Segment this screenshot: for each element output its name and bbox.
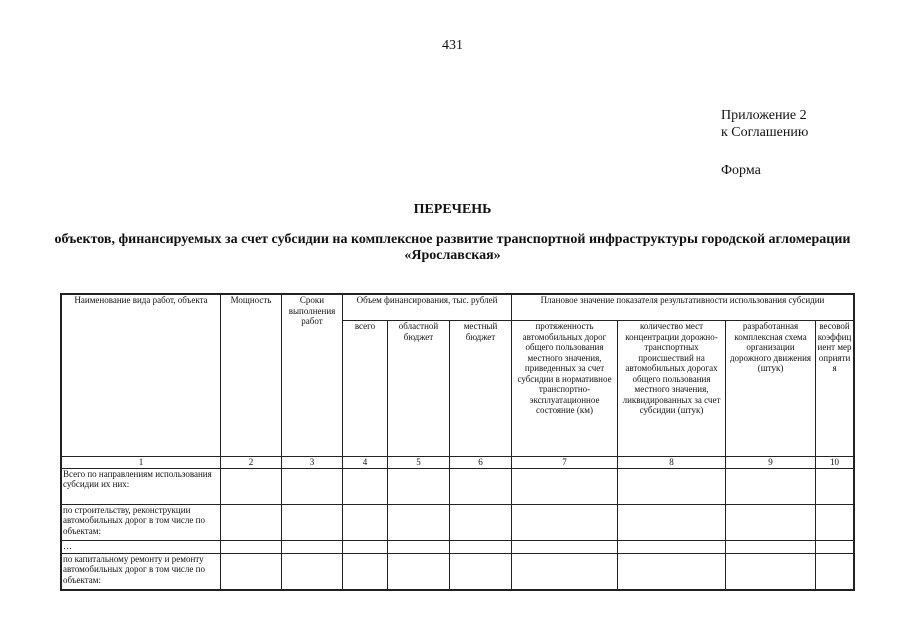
- table-cell: [450, 468, 512, 504]
- table-cell: [726, 468, 816, 504]
- table-cell: [343, 540, 388, 553]
- table-cell: [816, 468, 854, 504]
- table-cell: [388, 504, 450, 540]
- column-number: 10: [816, 457, 854, 469]
- table-row: [62, 553, 854, 589]
- table-cell: [512, 504, 618, 540]
- table-cell: [816, 553, 854, 589]
- appendix-line-2: к Соглашению: [721, 125, 809, 140]
- column-number: 5: [388, 457, 450, 469]
- header-indicator-scheme: разработанная комплексная схема организации дорожного движения (штук): [726, 321, 816, 457]
- table-cell: [450, 553, 512, 589]
- table-cell: [726, 553, 816, 589]
- row-label: по строительству, реконструкции автомобильных дорог в том числе по объектам:: [62, 504, 221, 540]
- header-indicator-length: протяженность автомобильных дорог общего пользования местного значения, приведенных за счет субсидии в нормативное транспортно-эксплуатационное состояние (км): [512, 321, 618, 457]
- table-cell: [221, 540, 282, 553]
- header-name: Наименование вида работ, объекта: [62, 295, 221, 457]
- table-cell: [388, 553, 450, 589]
- objects-table: [61, 294, 854, 590]
- form-label: Форма: [721, 163, 761, 178]
- header-funding-local: местный бюджет: [450, 321, 512, 457]
- header-funding: Объем финансирования, тыс. рублей: [343, 295, 512, 321]
- header-funding-total: всего: [343, 321, 388, 457]
- table-cell: [388, 468, 450, 504]
- table-cell: [343, 504, 388, 540]
- row-label: по капитальному ремонту и ремонту автомобильных дорог в том числе по объектам:: [62, 553, 221, 589]
- column-number: 6: [450, 457, 512, 469]
- table-cell: [343, 468, 388, 504]
- table-cell: [816, 504, 854, 540]
- column-number: 3: [282, 457, 343, 469]
- table-cell: [618, 468, 726, 504]
- header-terms: Сроки выполнения работ: [282, 295, 343, 457]
- table-cell: [221, 468, 282, 504]
- document-title: ПЕРЕЧЕНЬ: [413, 202, 492, 217]
- page-number: 431: [442, 38, 463, 53]
- column-number: 4: [343, 457, 388, 469]
- column-number: 8: [618, 457, 726, 469]
- table-cell: [388, 540, 450, 553]
- table-cell: [282, 504, 343, 540]
- header-power: Мощность: [221, 295, 282, 457]
- table-cell: [343, 553, 388, 589]
- table-cell: [282, 468, 343, 504]
- table-cell: [512, 540, 618, 553]
- table-cell: [816, 540, 854, 553]
- table-row: [62, 540, 854, 553]
- appendix-block: [721, 107, 808, 179]
- appendix-line-1: Приложение 2: [721, 108, 807, 123]
- table-cell: [618, 540, 726, 553]
- column-number: 9: [726, 457, 816, 469]
- row-label: Всего по направлениям использования субсидии их них:: [62, 468, 221, 504]
- table-cell: [512, 553, 618, 589]
- column-number: 7: [512, 457, 618, 469]
- column-number: 1: [62, 457, 221, 469]
- table-row: [62, 468, 854, 504]
- table-cell: [618, 504, 726, 540]
- table-cell: [282, 540, 343, 553]
- header-indicator-places: количество мест концентрации дорожно-транспортных происшествий на автомобильных дорогах общего пользования местного значения, ликвидированных за счет субсидии (штук): [618, 321, 726, 457]
- table-cell: [221, 553, 282, 589]
- table-cell: [450, 504, 512, 540]
- row-label: …: [62, 540, 221, 553]
- document-subtitle: объектов, финансируемых за счет субсидии на комплексное развитие транспортной инфраструктуры городской агломерации «Ярославская»: [54, 232, 851, 263]
- table-cell: [450, 540, 512, 553]
- header-funding-regional: областной бюджет: [388, 321, 450, 457]
- column-number: 2: [221, 457, 282, 469]
- table-cell: [726, 540, 816, 553]
- table-cell: [221, 504, 282, 540]
- table-cell: [618, 553, 726, 589]
- table-cell: [512, 468, 618, 504]
- table-cell: [726, 504, 816, 540]
- header-indicator: Плановое значение показателя результативности использования субсидии: [512, 295, 854, 321]
- header-indicator-weight: весовой коэффициент мероприятия: [816, 321, 854, 457]
- table-cell: [282, 553, 343, 589]
- table-row: [62, 504, 854, 540]
